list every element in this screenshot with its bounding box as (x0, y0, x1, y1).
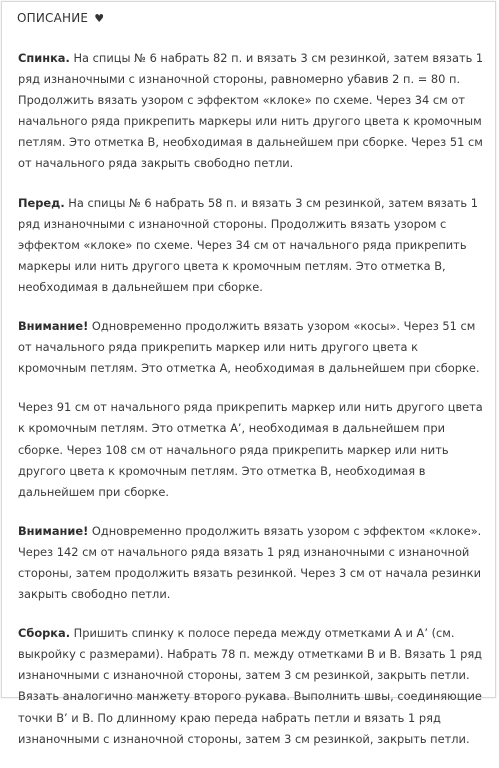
description-body (18, 48, 484, 768)
paragraph-markers (18, 397, 484, 502)
paragraph-text: Пришить спинку к полосе переда между отметками А и А’ (см. выкройку с размерами). Набрать 78 п. между отметками B и B. Вязать 1 ряд изнаночными с изнаночной стороны, затем 3 см резинкой, закрыть петли. Вязать аналогично манжету второго рукава. Выполнить швы, соединяющие точки B’ и B. По длинному краю переда набрать петли и вязать 1 ряд изнаночными с изнаночной стороны, затем 3 см резинкой, закрыть петли. (18, 626, 483, 746)
paragraph-text: На спицы № 6 набрать 58 п. и вязать 3 см резинкой, затем вязать 1 ряд изнаночными с изнаночной стороны. Продолжить вязать узором с эффектом «клоке» по схеме. Через 34 см от начального ряда прикрепить маркеры или нить другого цвета к кромочным петлям. Это отметка B, необходимая в дальнейшем при сборке. (18, 195, 478, 294)
paragraph-back (18, 48, 484, 175)
paragraph-lead: Внимание! (18, 523, 89, 538)
paragraph-lead: Внимание! (18, 319, 89, 334)
paragraph-text: На спицы № 6 набрать 82 п. и вязать 3 см резинкой, затем вязать 1 ряд изнаночными с изнаночной стороны, равномерно убавив 2 п. = 80 п. Продолжить вязать узором с эффектом «клоке» по схеме. Через 34 см от начального ряда прикрепить маркеры или нить другого цвета к кромочным петлям. Это отметка B, необходимая в дальнейшем при сборке. Через 51 см от начального ряда закрыть свободно петли. (18, 51, 484, 171)
section-title-text: ОПИСАНИЕ (17, 11, 89, 25)
section-title (17, 11, 104, 25)
paragraph-lead: Перед. (18, 195, 65, 210)
paragraph-lead: Спинка. (18, 51, 70, 65)
paragraph-assembly (18, 623, 484, 750)
paragraph-text: Через 91 см от начального ряда прикрепить маркер или нить другого цвета к кромочным петлям. Это отметка А’, необходимая в дальнейшем при сборке. Через 108 см от начального ряда прикрепить маркер или нить другого цвета к кромочным петлям. Это отметка B, необходимая в дальнейшем при сборке. (18, 400, 483, 499)
paragraph-attention-cloque (18, 521, 484, 605)
description-card (1, 1, 496, 746)
paragraph-text: Одновременно продолжить вязать узором с эффектом «клоке». Через 142 см от начального ряда вязать 1 ряд изнаночными с изнаночной стороны, затем продолжить вязать резинкой. Через 3 см от начала резинки закрыть свободно петли. (18, 523, 482, 602)
heart-icon: ♥ (94, 12, 105, 25)
paragraph-text: Одновременно продолжить вязать узором «косы». Через 51 см от начального ряда прикрепить маркер или нить другого цвета к кромочным петлям. Это отметка А, необходимая в дальнейшем при сборке. (18, 319, 480, 376)
paragraph-attention-braids (18, 316, 484, 379)
paragraph-front (18, 193, 484, 298)
paragraph-lead: Сборка. (18, 626, 71, 641)
